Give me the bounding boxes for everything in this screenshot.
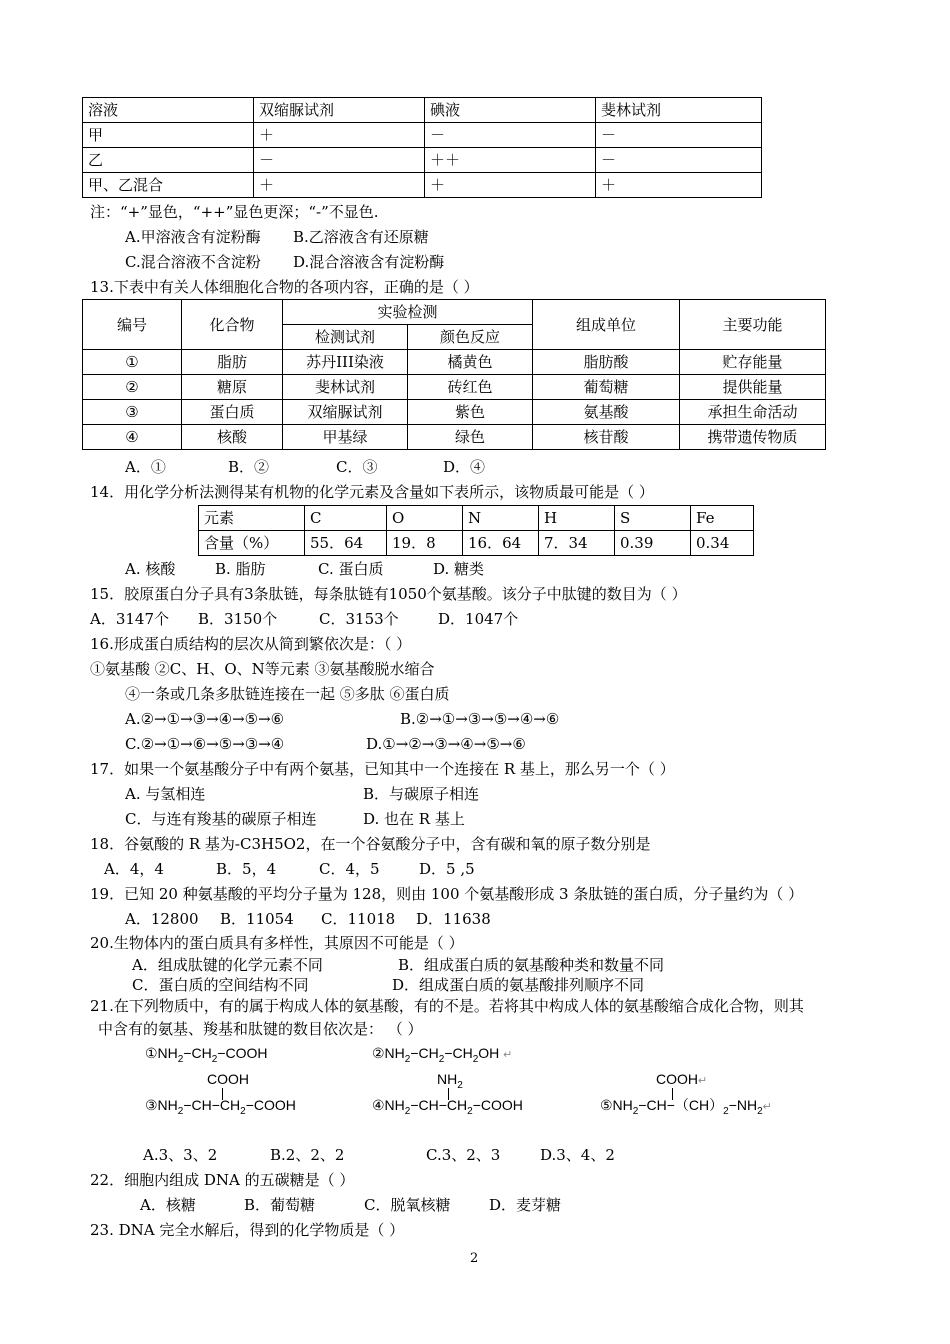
option-c: C．③ <box>336 458 378 476</box>
table-cell: 19．8 <box>387 531 463 556</box>
table-cell: 承担生命活动 <box>680 400 826 425</box>
table-cell: ＋ <box>425 173 596 198</box>
question-15: 15．胶原蛋白分子具有3条肽链，每条肽链有1050个氨基酸。该分子中肽键的数目为（ ） <box>90 585 687 603</box>
table-cell: 核苷酸 <box>533 425 680 450</box>
question-21: 21.在下列物质中，有的属于构成人体的氨基酸，有的不是。若将其中构成人体的氨基酸缩合成化合物，则其 <box>90 997 804 1015</box>
question-16-items: ④一条或几条多肽链连接在一起 ⑤多肽 ⑥蛋白质 <box>125 685 450 703</box>
table-cell: 携带遗传物质 <box>680 425 826 450</box>
formula-3-branch: COOH <box>207 1071 249 1087</box>
question-16-items: ①氨基酸 ②C、H、O、N等元素 ③氨基酸脱水缩合 <box>90 660 435 678</box>
question-20: 20.生物体内的蛋白质具有多样性，其原因不可能是（ ） <box>90 934 464 952</box>
option-b: B.2、2、2 <box>270 1146 345 1164</box>
table-cell: ③ <box>83 400 182 425</box>
table-cell: C <box>305 506 387 531</box>
table-header: 组成单位 <box>533 300 680 350</box>
table-cell: 脂肪酸 <box>533 350 680 375</box>
option-b: B．组成蛋白质的氨基酸种类和数量不同 <box>398 956 665 974</box>
question-21-cont: 中含有的氨基、羧基和肽键的数目依次是： （ ） <box>98 1020 423 1038</box>
table-cell: 紫色 <box>408 400 533 425</box>
formula-5-branch: COOH↵ <box>656 1071 708 1087</box>
table-cell: 55．64 <box>305 531 387 556</box>
table-cell: ＋ <box>254 173 425 198</box>
option-b: B．与碳原子相连 <box>363 785 480 803</box>
option-c: C．11018 <box>321 910 396 928</box>
table-cell: － <box>425 123 596 148</box>
option-a: A．12800 <box>125 910 199 928</box>
question-13: 13.下表中有关人体细胞化合物的各项内容，正确的是（ ） <box>90 278 479 296</box>
question-23: 23. DNA 完全水解后，得到的化学物质是（ ） <box>90 1221 405 1239</box>
option-b: B. 脂肪 <box>215 560 266 578</box>
table-header: 斐林试剂 <box>596 98 762 123</box>
table-cell: 乙 <box>83 148 254 173</box>
question-18: 18．谷氨酸的 R 基为-C3H5O2，在一个谷氨酸分子中，含有碳和氧的原子数分别是 <box>90 835 651 853</box>
table-cell: 脂肪 <box>182 350 283 375</box>
table-cell: N <box>463 506 539 531</box>
table-header: 检测试剂 <box>283 325 408 350</box>
table-cell: 甲基绿 <box>283 425 408 450</box>
table-cell: O <box>387 506 463 531</box>
option-d: D．1047个 <box>438 610 519 628</box>
option-c: C.混合溶液不含淀粉 <box>125 253 261 271</box>
option-c: C．4，5 <box>319 860 380 878</box>
question-22: 22．细胞内组成 DNA 的五碳糖是（ ） <box>90 1171 355 1189</box>
table-header: 实验检测 <box>283 300 533 325</box>
option-b: B．葡萄糖 <box>244 1196 316 1214</box>
option-b: B．5，4 <box>216 860 277 878</box>
table-cell: Fe <box>691 506 754 531</box>
option-b: B．② <box>228 458 270 476</box>
table-cell: 含量（%） <box>199 531 305 556</box>
table-cell: ＋＋ <box>425 148 596 173</box>
option-c: C．脱氧核糖 <box>364 1196 451 1214</box>
table-cell: 双缩脲试剂 <box>283 400 408 425</box>
table-cell: 橘黄色 <box>408 350 533 375</box>
option-a: A. 与氢相连 <box>125 785 206 803</box>
formula-2: $②NH_2-CH_2-CH_2OH$ ↵ <box>372 1045 513 1065</box>
table-cell: 甲、乙混合 <box>83 173 254 198</box>
option-c: C.3、2、3 <box>426 1146 501 1164</box>
option-b: B.乙溶液含有还原糖 <box>293 228 429 246</box>
option-d: D.①→②→③→④→⑤→⑥ <box>366 735 526 753</box>
table-header: 溶液 <box>83 98 254 123</box>
option-a: A．组成肽键的化学元素不同 <box>132 956 323 974</box>
option-c: C．蛋白质的空间结构不同 <box>132 976 309 994</box>
table-header: 碘液 <box>425 98 596 123</box>
table-header: 颜色反应 <box>408 325 533 350</box>
reagent-table <box>82 97 762 198</box>
table-cell: 蛋白质 <box>182 400 283 425</box>
option-a: A．4，4 <box>104 860 164 878</box>
option-c: C.②→①→⑥→⑤→③→④ <box>125 735 285 753</box>
table-cell: － <box>596 148 762 173</box>
option-d: D．5 ,5 <box>419 860 475 878</box>
question-19: 19．已知 20 种氨基酸的平均分子量为 128，则由 100 个氨基酸形成 3 条肽链的蛋白质，分子量约为（ ） <box>90 885 804 903</box>
option-c: C．3153个 <box>319 610 399 628</box>
option-a: A．① <box>125 458 166 476</box>
question-16: 16.形成蛋白质结构的层次从简到繁依次是：（ ） <box>90 635 412 653</box>
option-d: D．④ <box>443 458 486 476</box>
table-cell: H <box>539 506 615 531</box>
option-d: D.3、4、2 <box>540 1146 615 1164</box>
table-cell: 氨基酸 <box>533 400 680 425</box>
option-a: A. 核酸 <box>125 560 176 578</box>
option-d: D．11638 <box>416 910 491 928</box>
table-cell: 7．34 <box>539 531 615 556</box>
question-17: 17．如果一个氨基酸分子中有两个氨基，已知其中一个连接在 R 基上，那么另一个（ ） <box>90 760 675 778</box>
table-header: 双缩脲试剂 <box>254 98 425 123</box>
formula-3: $③NH_2-CH-CH_2-COOH$ <box>145 1097 296 1117</box>
option-d: D. 也在 R 基上 <box>363 810 465 828</box>
option-a: A．核糖 <box>140 1196 196 1214</box>
table-header: 主要功能 <box>680 300 826 350</box>
page-number: 2 <box>470 1251 479 1266</box>
option-c: C. 蛋白质 <box>318 560 384 578</box>
option-d: D.混合溶液含有淀粉酶 <box>293 253 445 271</box>
option-a: A.甲溶液含有淀粉酶 <box>125 228 261 246</box>
formula-5: $⑤NH_2-CH-(CH)_2-NH_2↵$ <box>600 1097 772 1117</box>
table-cell: 葡萄糖 <box>533 375 680 400</box>
table-cell: 0.39 <box>615 531 691 556</box>
table-cell: 苏丹III染液 <box>283 350 408 375</box>
formula-4-branch: $NH_2$ <box>437 1071 463 1091</box>
note: 注：“+”显色，“++”显色更深；“-”不显色. <box>90 203 379 221</box>
element-table <box>198 505 754 556</box>
option-d: D．麦芽糖 <box>489 1196 562 1214</box>
table-cell: ＋ <box>596 173 762 198</box>
table-cell: 0.34 <box>691 531 754 556</box>
compound-table <box>82 299 826 450</box>
table-cell: 贮存能量 <box>680 350 826 375</box>
table-cell: 绿色 <box>408 425 533 450</box>
formula-4: $④NH_2-CH-CH_2-COOH$ <box>372 1097 523 1117</box>
table-header: 编号 <box>83 300 182 350</box>
table-header: 化合物 <box>182 300 283 350</box>
table-cell: 甲 <box>83 123 254 148</box>
option-a: A．3147个 <box>90 610 170 628</box>
table-cell: 提供能量 <box>680 375 826 400</box>
table-cell: ① <box>83 350 182 375</box>
table-cell: ＋ <box>254 123 425 148</box>
option-d: D. 糖类 <box>433 560 485 578</box>
question-14: 14．用化学分析法测得某有机物的化学元素及含量如下表所示，该物质最可能是（ ） <box>90 483 654 501</box>
table-cell: 元素 <box>199 506 305 531</box>
option-b: B．3150个 <box>198 610 278 628</box>
formula-1: $①NH_2-CH_2-COOH$ <box>145 1045 268 1065</box>
table-cell: S <box>615 506 691 531</box>
table-cell: 砖红色 <box>408 375 533 400</box>
option-b: B.②→①→③→⑤→④→⑥ <box>400 710 560 728</box>
table-cell: － <box>254 148 425 173</box>
option-d: D．组成蛋白质的氨基酸排列顺序不同 <box>392 976 645 994</box>
table-cell: 糖原 <box>182 375 283 400</box>
table-cell: 16．64 <box>463 531 539 556</box>
table-cell: 核酸 <box>182 425 283 450</box>
table-cell: － <box>596 123 762 148</box>
option-a: A.3、3、2 <box>143 1146 218 1164</box>
table-cell: ④ <box>83 425 182 450</box>
option-a: A.②→①→③→④→⑤→⑥ <box>125 710 285 728</box>
option-b: B．11054 <box>220 910 294 928</box>
table-cell: ② <box>83 375 182 400</box>
option-c: C．与连有羧基的碳原子相连 <box>125 810 317 828</box>
table-cell: 斐林试剂 <box>283 375 408 400</box>
